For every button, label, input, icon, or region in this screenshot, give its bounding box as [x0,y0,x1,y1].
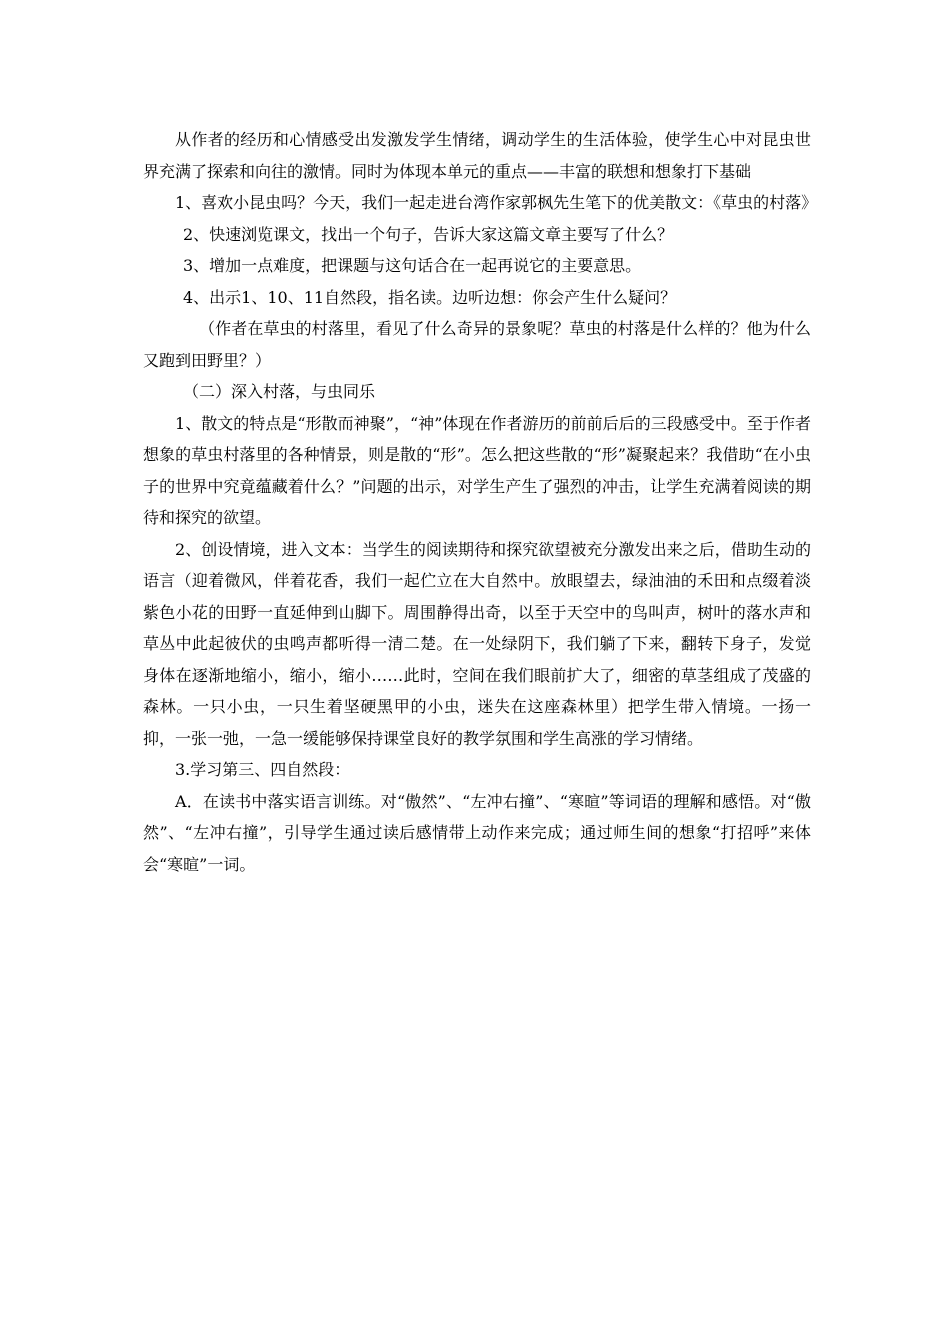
paragraph-step-3: 3、增加一点难度，把课题与这句话合在一起再说它的主要意思。 [183,256,642,275]
paragraph-step-4: 4、出示1、10、11自然段，指名读。边听边想：你会产生什么疑问？ [183,287,677,307]
paragraph-section-2-point-3a: A．在读书中落实语言训练。对“傲然”、“左冲右撞”、“寒暄”等词语的理解和感悟。对“傲然”、“左冲右撞”，引导学生通过读后感情带上动作来完成；通过师生间的想象“打招呼”来体会“寒暄”一词。 [143,791,811,874]
section-heading: （二）深入村落，与虫同乐 [183,382,376,401]
paragraph-section-2-point-1: 1、散文的特点是“形散而神聚”，“神”体现在作者游历的前前后后的三段感受中。至于作者想象的草虫村落里的各种情景，则是散的“形”。怎么把这些散的“形”凝聚起来？我借助“在小虫子的世界中究竟蕴藏着什么？”问题的出示，对学生产生了强烈的冲击，让学生充满着阅读的期待和探究的欲望。 [143,413,811,527]
paragraph-step-2: 2、快速浏览课文，找出一个句子，告诉大家这篇文章主要写了什么？ [183,224,674,244]
paragraph-intro: 从作者的经历和心情感受出发激发学生情绪，调动学生的生活体验，使学生心中对昆虫世界充满了探索和向往的激情。同时为体现本单元的重点——丰富的联想和想象打下基础 [143,130,811,181]
paragraph-section-2-point-3: 3.学习第三、四自然段： [175,760,351,779]
document-body [143,124,818,880]
paragraph-note: （作者在草虫的村落里，看见了什么奇异的景象呢？草虫的村落是什么样的？他为什么又跑到田野里？） [143,319,811,370]
paragraph-section-2-point-2: 2、创设情境，进入文本：当学生的阅读期待和探究欲望被充分激发出来之后，借助生动的语言（迎着微风，伴着花香，我们一起伫立在大自然中。放眼望去，绿油油的禾田和点缀着淡紫色小花的田野一直延伸到山脚下。周围静得出奇，以至于天空中的鸟叫声，树叶的落水声和草丛中此起彼伏的虫鸣声都听得一清二楚。在一处绿阴下，我们躺了下来，翻转下身子，发觉身体在逐渐地缩小，缩小，缩小……此时，空间在我们眼前扩大了，细密的草茎组成了茂盛的森林。一只小虫，一只生着坚硬黑甲的小虫，迷失在这座森林里）把学生带入情境。一扬一抑，一张一弛，一急一缓能够保持课堂良好的教学氛围和学生高涨的学习情绪。 [143,539,811,748]
paragraph-step-1: 1、喜欢小昆虫吗？今天，我们一起走进台湾作家郭枫先生笔下的优美散文：《草虫的村落》 [175,193,818,212]
